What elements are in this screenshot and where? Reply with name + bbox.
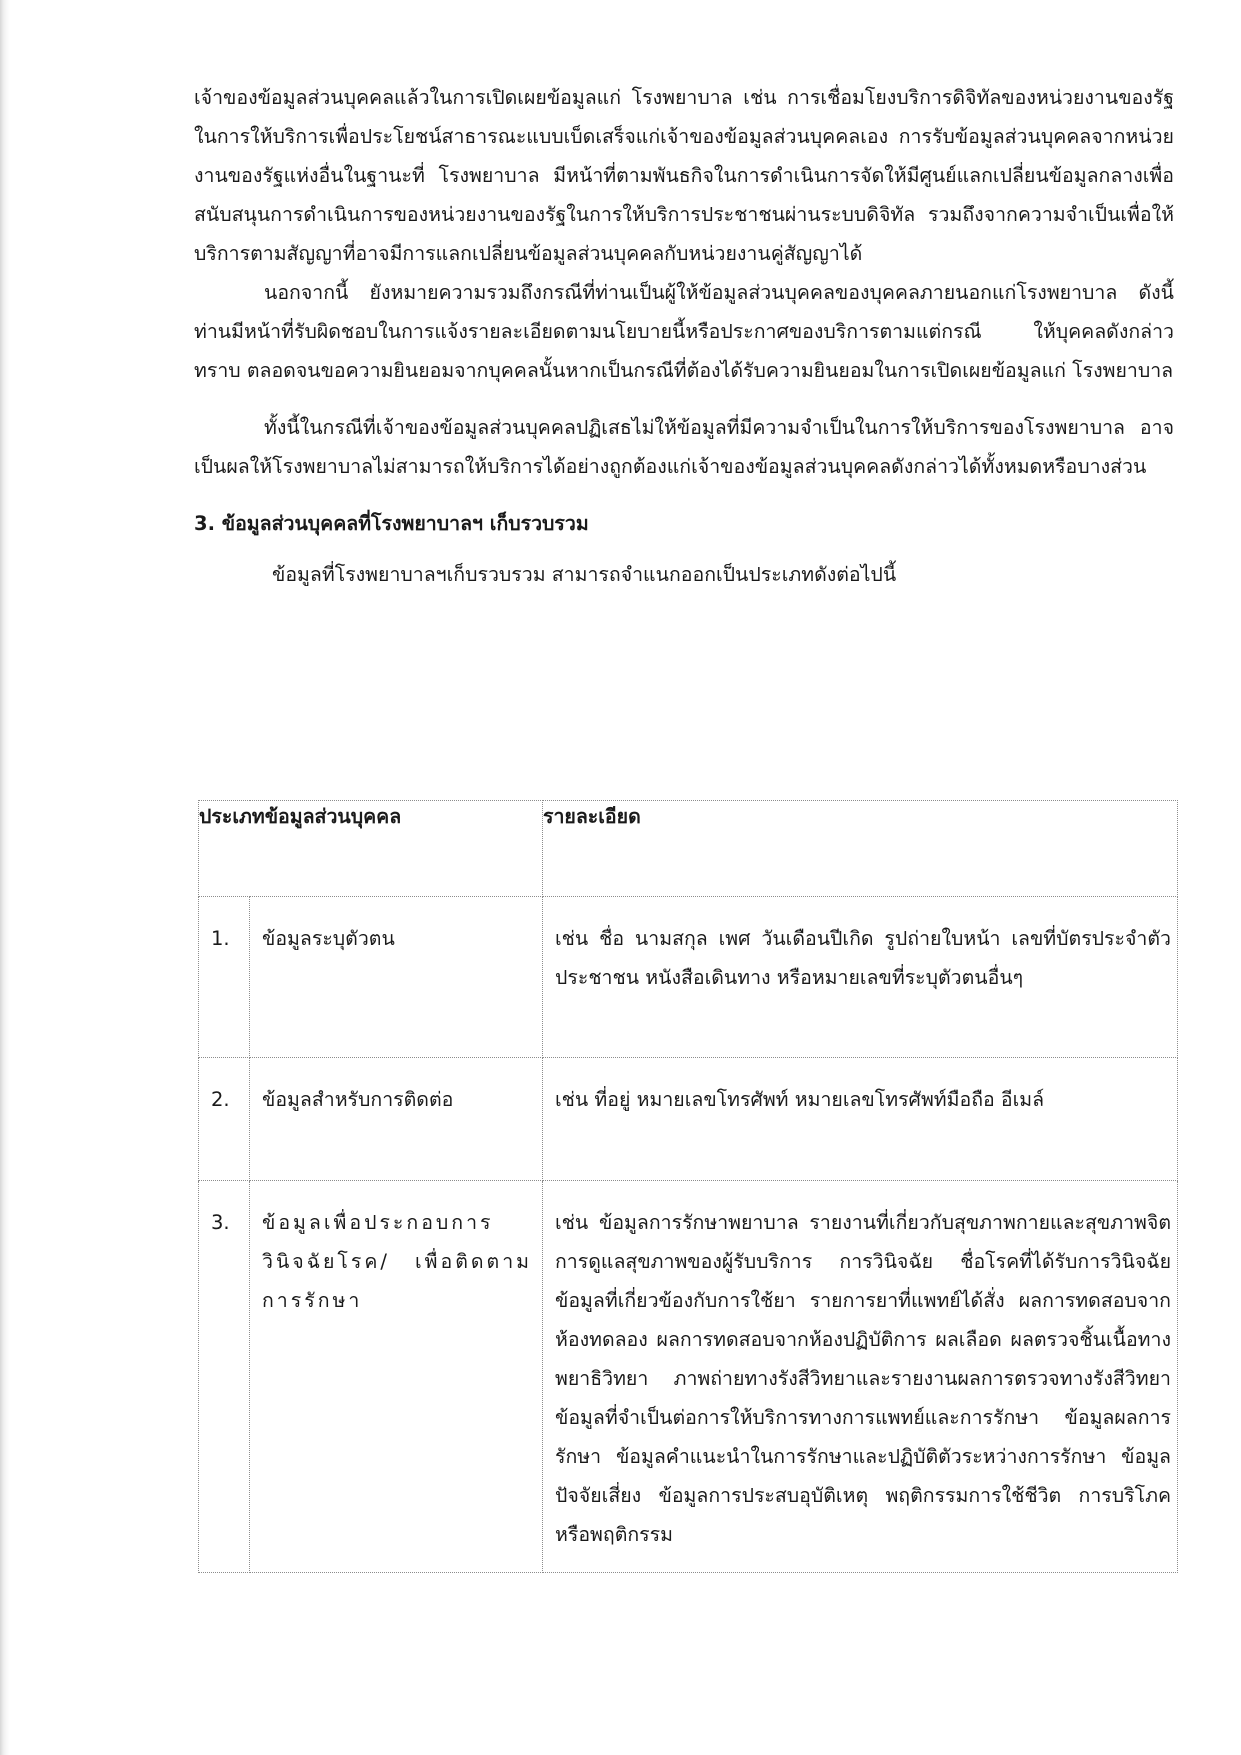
paragraph-data-exchange: เจ้าของข้อมูลส่วนบุคคลแล้วในการเปิดเผยข้อมูลแก่ โรงพยาบาล เช่น การเชื่อมโยงบริการดิจิทัลของหน่วยงานของรัฐในการให้บริการเพื่อประโยชน์สาธารณะแบบเบ็ดเสร็จแก่เจ้าของข้อมูลส่วนบุคคลเอง การรับข้อมูลส่วนบุคคลจากหน่วยงานของรัฐแห่งอื่นในฐานะที่ โรงพยาบาล มีหน้าที่ตามพันธกิจในการดำเนินการจัดให้มีศูนย์แลกเปลี่ยนข้อมูลกลางเพื่อสนับสนุนการดำเนินการของหน่วยงานของรัฐในการให้บริการประชาชนผ่านระบบดิจิทัล รวมถึงจากความจำเป็นเพื่อให้บริการตามสัญญาที่อาจมีการแลกเปลี่ยนข้อมูลส่วนบุคคลกับหน่วยงานคู่สัญญาได้ [194, 86, 1174, 265]
table-row [199, 897, 1178, 1058]
personal-data-table [198, 800, 1178, 1573]
row-detail: เช่น ที่อยู่ หมายเลขโทรศัพท์ หมายเลขโทรศัพท์มือถือ อีเมล์ [543, 1058, 1178, 1181]
row-detail: เช่น ชื่อ นามสกุล เพศ วันเดือนปีเกิด รูปถ่ายใบหน้า เลขที่บัตรประจำตัวประชาชน หนังสือเดินทาง หรือหมายเลขที่ระบุตัวตนอื่นๆ [543, 897, 1178, 1058]
row-category: ข้อมูลระบุตัวตน [250, 897, 543, 1058]
header-type: ประเภทข้อมูลส่วนบุคคล [199, 801, 543, 897]
row-number: 1. [199, 897, 250, 1058]
table-row [199, 1181, 1178, 1573]
row-number: 3. [199, 1181, 250, 1573]
row-number: 2. [199, 1058, 250, 1181]
scan-edge-shadow [0, 0, 10, 1755]
section-heading: 3. ข้อมูลส่วนบุคคลที่โรงพยาบาลฯ เก็บรวบรวม [194, 512, 589, 535]
row-category: ข้อมูลเพื่อประกอบการวินิจฉัยโรค/ เพื่อติดตามการรักษา [250, 1181, 543, 1573]
row-category: ข้อมูลสำหรับการติดต่อ [250, 1058, 543, 1181]
row-detail: เช่น ข้อมูลการรักษาพยาบาล รายงานที่เกี่ยวกับสุขภาพกายและสุขภาพจิต การดูแลสุขภาพของผู้รับบริการ การวินิจฉัย ชื่อโรคที่ได้รับการวินิจฉัย ข้อมูลที่เกี่ยวข้องกับการใช้ยา รายการยาที่แพทย์ได้สั่ง ผลการทดสอบจากห้องทดลอง ผลการทดสอบจากห้องปฏิบัติการ ผลเลือด ผลตรวจชิ้นเนื้อทางพยาธิวิทยา ภาพถ่ายทางรังสีวิทยาและรายงานผลการตรวจทางรังสีวิทยา ข้อมูลที่จำเป็นต่อการให้บริการทางการแพทย์และการรักษา ข้อมูลผลการรักษา ข้อมูลคำแนะนำในการรักษาและปฏิบัติตัวระหว่างการรักษา ข้อมูลปัจจัยเสี่ยง ข้อมูลการประสบอุบัติเหตุ พฤติกรรมการใช้ชีวิต การบริโภค หรือพฤติกรรม [543, 1181, 1178, 1573]
document-body [194, 78, 1174, 594]
header-detail: รายละเอียด [543, 801, 1178, 897]
table-header-row [199, 801, 1178, 897]
table-row [199, 1058, 1178, 1181]
paragraph-third-party: นอกจากนี้ ยังหมายความรวมถึงกรณีที่ท่านเป็นผู้ให้ข้อมูลส่วนบุคคลของบุคคลภายนอกแก่โรงพยาบาล ดังนี้ ท่านมีหน้าที่รับผิดชอบในการแจ้งรายละเอียดตามนโยบายนี้หรือประกาศของบริการตามแต่กรณี ให้บุคคลดังกล่าวทราบ ตลอดจนขอความยินยอมจากบุคคลนั้นหากเป็นกรณีที่ต้องได้รับความยินยอมในการเปิดเผยข้อมูลแก่ โรงพยาบาล [194, 281, 1174, 382]
section-intro: ข้อมูลที่โรงพยาบาลฯเก็บรวบรวม สามารถจำแนกออกเป็นประเภทดังต่อไปนี้ [272, 563, 897, 586]
paragraph-refusal: ทั้งนี้ในกรณีที่เจ้าของข้อมูลส่วนบุคคลปฏิเสธไม่ให้ข้อมูลที่มีความจำเป็นในการให้บริการของโรงพยาบาล อาจเป็นผลให้โรงพยาบาลไม่สามารถให้บริการได้อย่างถูกต้องแก่เจ้าของข้อมูลส่วนบุคคลดังกล่าวได้ทั้งหมดหรือบางส่วน [194, 416, 1174, 478]
